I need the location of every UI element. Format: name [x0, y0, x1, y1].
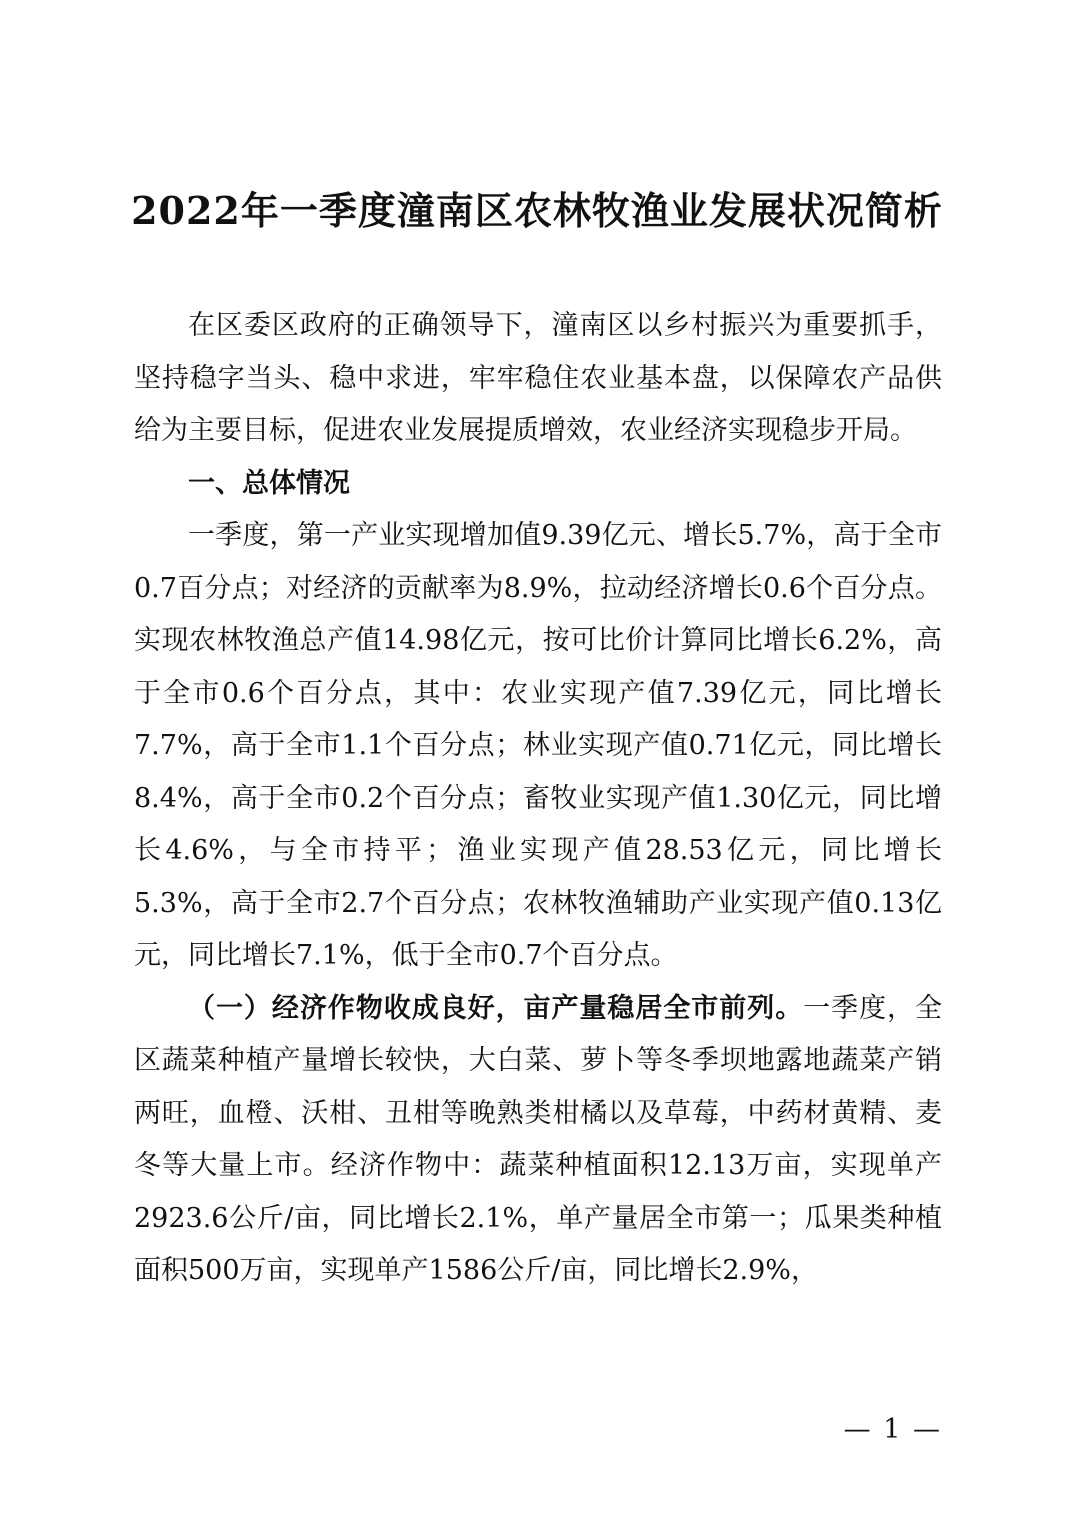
document-title: 2022年一季度潼南区农林牧渔业发展状况简析 [131, 188, 943, 233]
intro-paragraph: 在区委区政府的正确领导下，潼南区以乡村振兴为重要抓手，坚持稳字当头、稳中求进，牢牢稳住农业基本盘，以保障农产品供给为主要目标，促进农业发展提质增效，农业经济实现稳步开局。 [134, 310, 942, 446]
subsection-cash-crops-paragraph [134, 983, 942, 1298]
subsection-cash-crops-heading: （一）经济作物收成良好，亩产量稳居全市前列。 [188, 992, 804, 1024]
page-number: — 1 — [843, 1414, 942, 1445]
overview-paragraph: 一季度，第一产业实现增加值9.39亿元、增长5.7%，高于全市0.7百分点；对经济的贡献率为8.9%，拉动经济增长0.6个百分点。实现农林牧渔总产值14.98亿元，按可比价计算同比增长6.2%，高于全市0.6个百分点，其中：农业实现产值7.39亿元，同比增长7.7%，高于全市1.1个百分点；林业实现产值0.71亿元，同比增长8.4%，高于全市0.2个百分点；畜牧业实现产值1.30亿元，同比增长4.6%，与全市持平；渔业实现产值28.53亿元，同比增长5.3%，高于全市2.7个百分点；农林牧渔辅助产业实现产值0.13亿元，同比增长7.1%，低于全市0.7个百分点。 [134, 520, 942, 971]
section-heading-overview: 一、总体情况 [188, 467, 350, 499]
document-body [134, 300, 942, 1298]
subsection-cash-crops-text: 一季度，全区蔬菜种植产量增长较快，大白菜、萝卜等冬季坝地露地蔬菜产销两旺，血橙、沃柑、丑柑等晚熟类柑橘以及草莓，中药材黄精、麦冬等大量上市。经济作物中：蔬菜种植面积12.13万亩，实现单产2923.6公斤/亩，同比增长2.1%，单产量居全市第一；瓜果类种植面积500万亩，实现单产1586公斤/亩，同比增长2.9%， [134, 992, 943, 1286]
